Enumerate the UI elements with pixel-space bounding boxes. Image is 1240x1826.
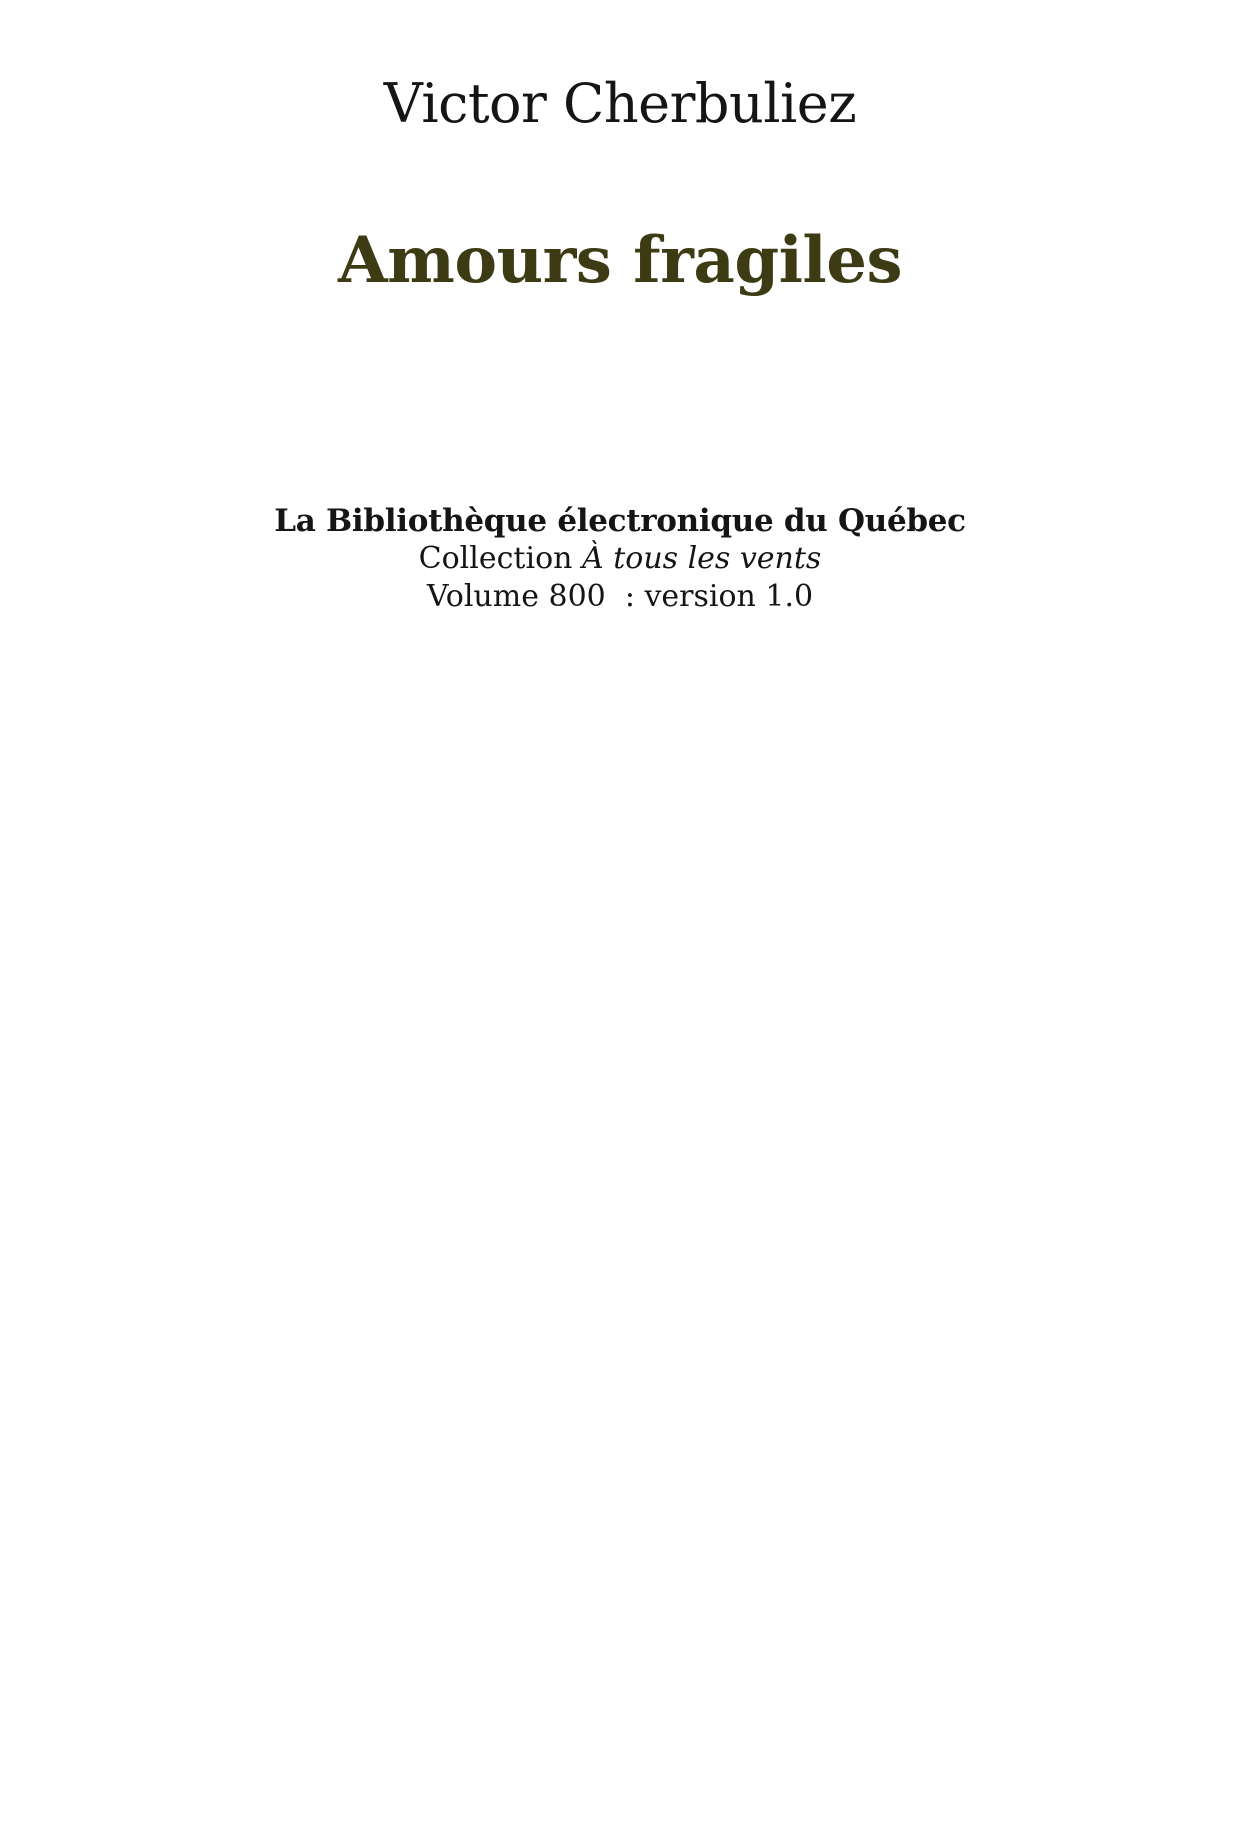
- collection-line: [0, 540, 1240, 578]
- volume-version-line: Volume 800 : version 1.0: [426, 579, 814, 614]
- collection-title: À tous les vents: [582, 541, 822, 576]
- publisher-block: [0, 502, 1240, 616]
- book-title-page: [0, 72, 1240, 1826]
- book-title: Amours fragiles: [338, 223, 902, 298]
- author-name: Victor Cherbuliez: [383, 72, 857, 135]
- collection-label: Collection: [418, 541, 582, 576]
- publisher-name: La Bibliothèque électronique du Québec: [274, 503, 966, 539]
